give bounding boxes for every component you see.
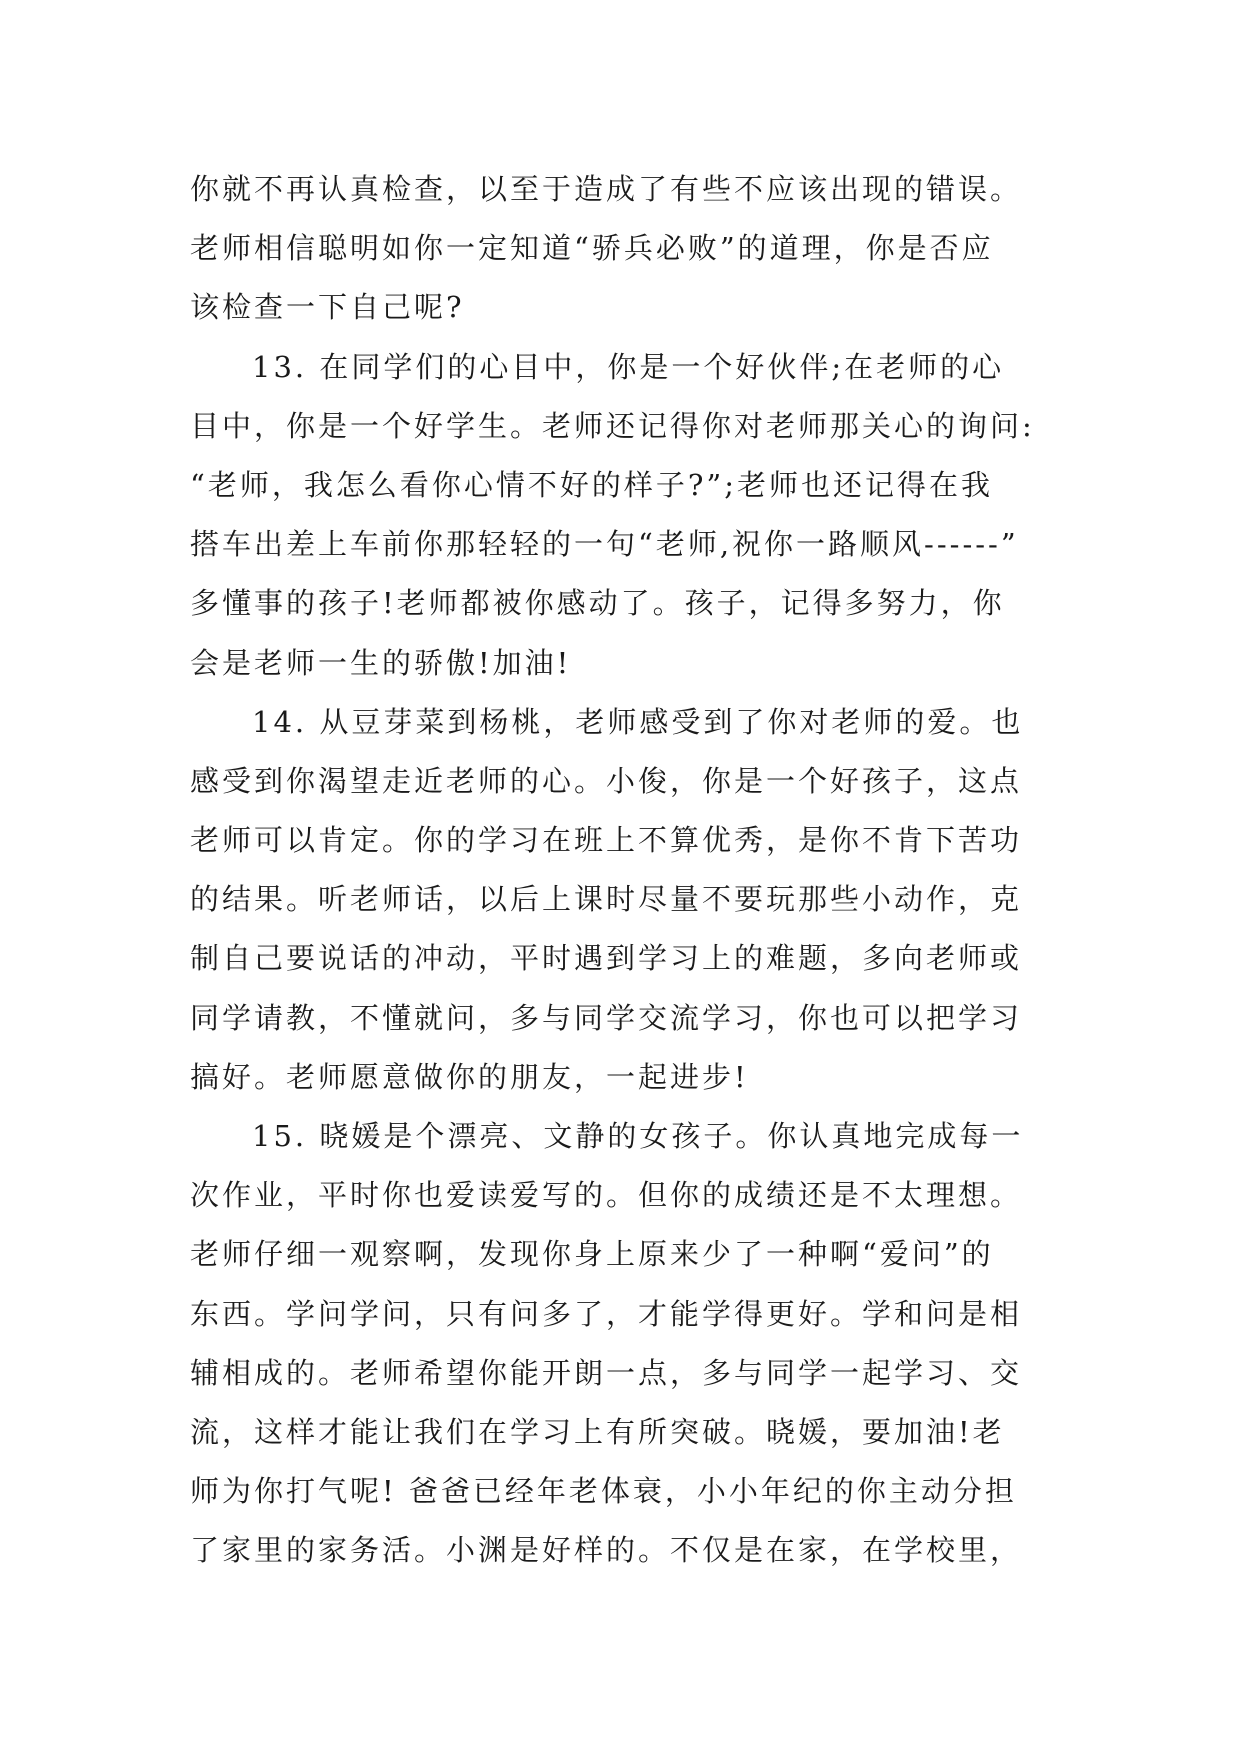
text-line: 辅相成的。老师希望你能开朗一点，多与同学一起学习、交	[190, 1355, 1023, 1390]
text-line: 多懂事的孩子!老师都被你感动了。孩子，记得多努力，你	[190, 586, 1005, 621]
text-line: 师为你打气呢! 爸爸已经年老体衰，小小年纪的你主动分担	[190, 1474, 1017, 1509]
text-line: 老师仔细一观察啊，发现你身上原来少了一种啊“爱问”的	[190, 1237, 994, 1272]
text-line: 感受到你渴望走近老师的心。小俊，你是一个好孩子，这点	[190, 763, 1023, 798]
text-line: “老师，我怎么看你心情不好的样子?”;老师也还记得在我	[190, 467, 993, 502]
text-line: 东西。学问学问，只有问多了，才能学得更好。学和问是相	[190, 1296, 1023, 1331]
document-body	[190, 160, 1070, 1581]
text-line: 了家里的家务活。小渊是好样的。不仅是在家，在学校里，	[190, 1533, 1023, 1568]
text-line: 同学请教，不懂就问，多与同学交流学习，你也可以把学习	[190, 1000, 1023, 1035]
text-line: 你就不再认真检查，以至于造成了有些不应该出现的错误。	[190, 172, 1023, 206]
text-line: 13. 在同学们的心目中，你是一个好伙伴;在老师的心	[252, 349, 1005, 384]
text-line: 搞好。老师愿意做你的朋友，一起进步!	[190, 1059, 749, 1094]
text-line: 制自己要说话的冲动，平时遇到学习上的难题，多向老师或	[190, 941, 1023, 976]
text-line: 的结果。听老师话，以后上课时尽量不要玩那些小动作，克	[190, 882, 1023, 917]
text-line: 次作业，平时你也爱读爱写的。但你的成绩还是不太理想。	[190, 1178, 1023, 1213]
text-line: 流，这样才能让我们在学习上有所突破。晓媛，要加油!老	[190, 1414, 1005, 1449]
text-line: 搭车出差上车前你那轻轻的一句“老师,祝你一路顺风------”	[190, 527, 1019, 562]
text-line: 老师可以肯定。你的学习在班上不算优秀，是你不肯下苦功	[190, 823, 1023, 858]
text-line: 15. 晓媛是个漂亮、文静的女孩子。你认真地完成每一	[252, 1119, 1024, 1153]
text-line: 老师相信聪明如你一定知道“骄兵必败”的道理，你是否应	[190, 231, 994, 266]
text-line: 该检查一下自己呢?	[190, 290, 465, 325]
text-line: 会是老师一生的骄傲!加油!	[190, 645, 572, 680]
text-line: 14. 从豆芽菜到杨桃，老师感受到了你对老师的爱。也	[252, 704, 1024, 739]
text-line: 目中，你是一个好学生。老师还记得你对老师那关心的询问:	[190, 408, 1035, 443]
